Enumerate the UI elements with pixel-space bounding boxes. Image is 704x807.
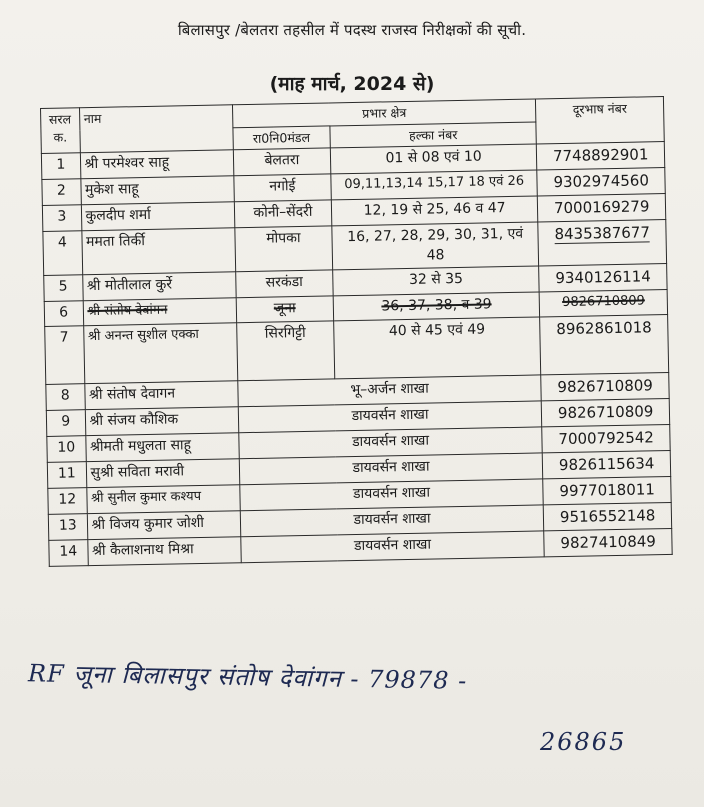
- row-branch: डायवर्सन शाखा: [240, 479, 544, 511]
- row-phone: 9302974560: [537, 168, 665, 196]
- header-name: नाम: [79, 105, 233, 153]
- document-title: बिलासपुर /बेलतरा तहसील में पदस्थ राजस्व निरीक्षकों की सूची.: [177, 21, 527, 39]
- row-halka: 40 से 45 एवं 49: [334, 317, 542, 379]
- row-name: श्री मोतीलाल कुर्रे: [82, 272, 236, 301]
- row-phone: 7000169279: [538, 194, 666, 222]
- row-rn-mandal: बेलतरा: [233, 148, 331, 176]
- row-phone: 8962861018: [540, 314, 669, 374]
- row-branch: डायवर्सन शाखा: [239, 453, 543, 485]
- header-charge-area: प्रभार क्षेत्र: [232, 99, 536, 127]
- row-name: श्री संतोष देवांगन: [83, 298, 237, 326]
- row-branch: डायवर्सन शाखा: [241, 531, 545, 563]
- row-serial: 1: [41, 153, 80, 180]
- row-serial: 8: [46, 383, 85, 410]
- row-serial: 4: [43, 231, 82, 276]
- row-serial: 7: [45, 325, 85, 384]
- row-serial: 3: [42, 205, 81, 232]
- row-name: कुलदीप शर्मा: [81, 202, 235, 231]
- handwritten-note-line2: 26865: [540, 728, 627, 756]
- row-name: ममता तिर्की: [81, 228, 235, 275]
- row-name: सुश्री सविता मरावी: [86, 459, 240, 488]
- row-phone: 7748892901: [537, 142, 665, 170]
- row-rn-mandal: कोनी–सेंदरी: [234, 200, 332, 228]
- row-rn-mandal: सिरगिट्टी: [236, 321, 334, 381]
- row-branch: डायवर्सन शाखा: [238, 401, 542, 433]
- row-halka: 01 से 08 एवं 10: [330, 144, 537, 174]
- row-name: श्री परमेश्वर साहू: [80, 150, 234, 179]
- row-halka: 09,11,13,14 15,17 18 एवं 26: [331, 170, 538, 200]
- row-name: श्रीमती मधुलता साहू: [85, 433, 239, 462]
- row-phone: 9826710809: [542, 398, 670, 426]
- row-halka: 36, 37, 38, व 39: [333, 292, 540, 321]
- row-rn-mandal: मोपका: [235, 226, 333, 272]
- row-halka: 16, 27, 28, 29, 30, 31, एवं 48: [332, 222, 539, 270]
- row-rn-mandal: सरकंडा: [236, 270, 334, 298]
- row-phone: 9977018011: [543, 476, 671, 504]
- row-name: श्री कैलाशनाथ मिश्रा: [87, 537, 241, 566]
- row-serial: 2: [42, 179, 81, 206]
- row-phone: 9827410849: [544, 528, 672, 556]
- row-serial: 11: [47, 461, 86, 488]
- row-halka: 12, 19 से 25, 46 व 47: [331, 196, 538, 226]
- row-serial: 5: [44, 275, 83, 302]
- row-phone: 9826115634: [543, 450, 671, 478]
- row-phone: 9516552148: [544, 502, 672, 530]
- row-halka: 32 से 35: [333, 266, 540, 296]
- row-phone: 9340126114: [539, 264, 667, 292]
- row-branch: भू–अर्जन शाखा: [238, 375, 542, 407]
- row-name: श्री अनन्त सुशील एक्का: [83, 323, 237, 384]
- row-serial: 6: [44, 301, 83, 326]
- row-serial: 14: [49, 539, 88, 566]
- row-phone: 9826710809: [540, 290, 668, 317]
- row-branch: डायवर्सन शाखा: [239, 427, 543, 459]
- row-rn-mandal: नगोई: [234, 174, 332, 202]
- header-serial: सरल क.: [41, 108, 80, 154]
- revenue-inspector-table: [40, 96, 673, 567]
- row-serial: 12: [48, 487, 87, 514]
- row-serial: 10: [47, 435, 86, 462]
- row-name: श्री संजय कौशिक: [85, 407, 239, 436]
- row-phone: 9826710809: [541, 372, 669, 400]
- row-phone: 8435387677: [554, 223, 651, 244]
- handwritten-note: RF जूना बिलासपुर संतोष देवांगन - 79878 -: [27, 659, 468, 695]
- document-subtitle: (माह मार्च, 2024 से): [269, 73, 435, 95]
- row-serial: 13: [48, 513, 87, 540]
- header-halka-number: हल्का नंबर: [330, 121, 537, 147]
- header-rn-mandal: रा0नि0मंडल: [233, 125, 330, 149]
- header-phone-number: दूरभाष नंबर: [536, 97, 664, 144]
- row-phone: 7000792542: [542, 424, 670, 452]
- row-name: श्री विजय कुमार जोशी: [87, 511, 241, 540]
- row-rn-mandal: जूना: [236, 296, 334, 322]
- row-serial: 9: [46, 409, 85, 436]
- row-branch: डायवर्सन शाखा: [240, 505, 544, 537]
- row-name: श्री सुनील कुमार कश्यप: [86, 485, 240, 514]
- row-name: मुकेश साहू: [80, 176, 234, 205]
- row-name: श्री संतोष देवागन: [84, 381, 238, 410]
